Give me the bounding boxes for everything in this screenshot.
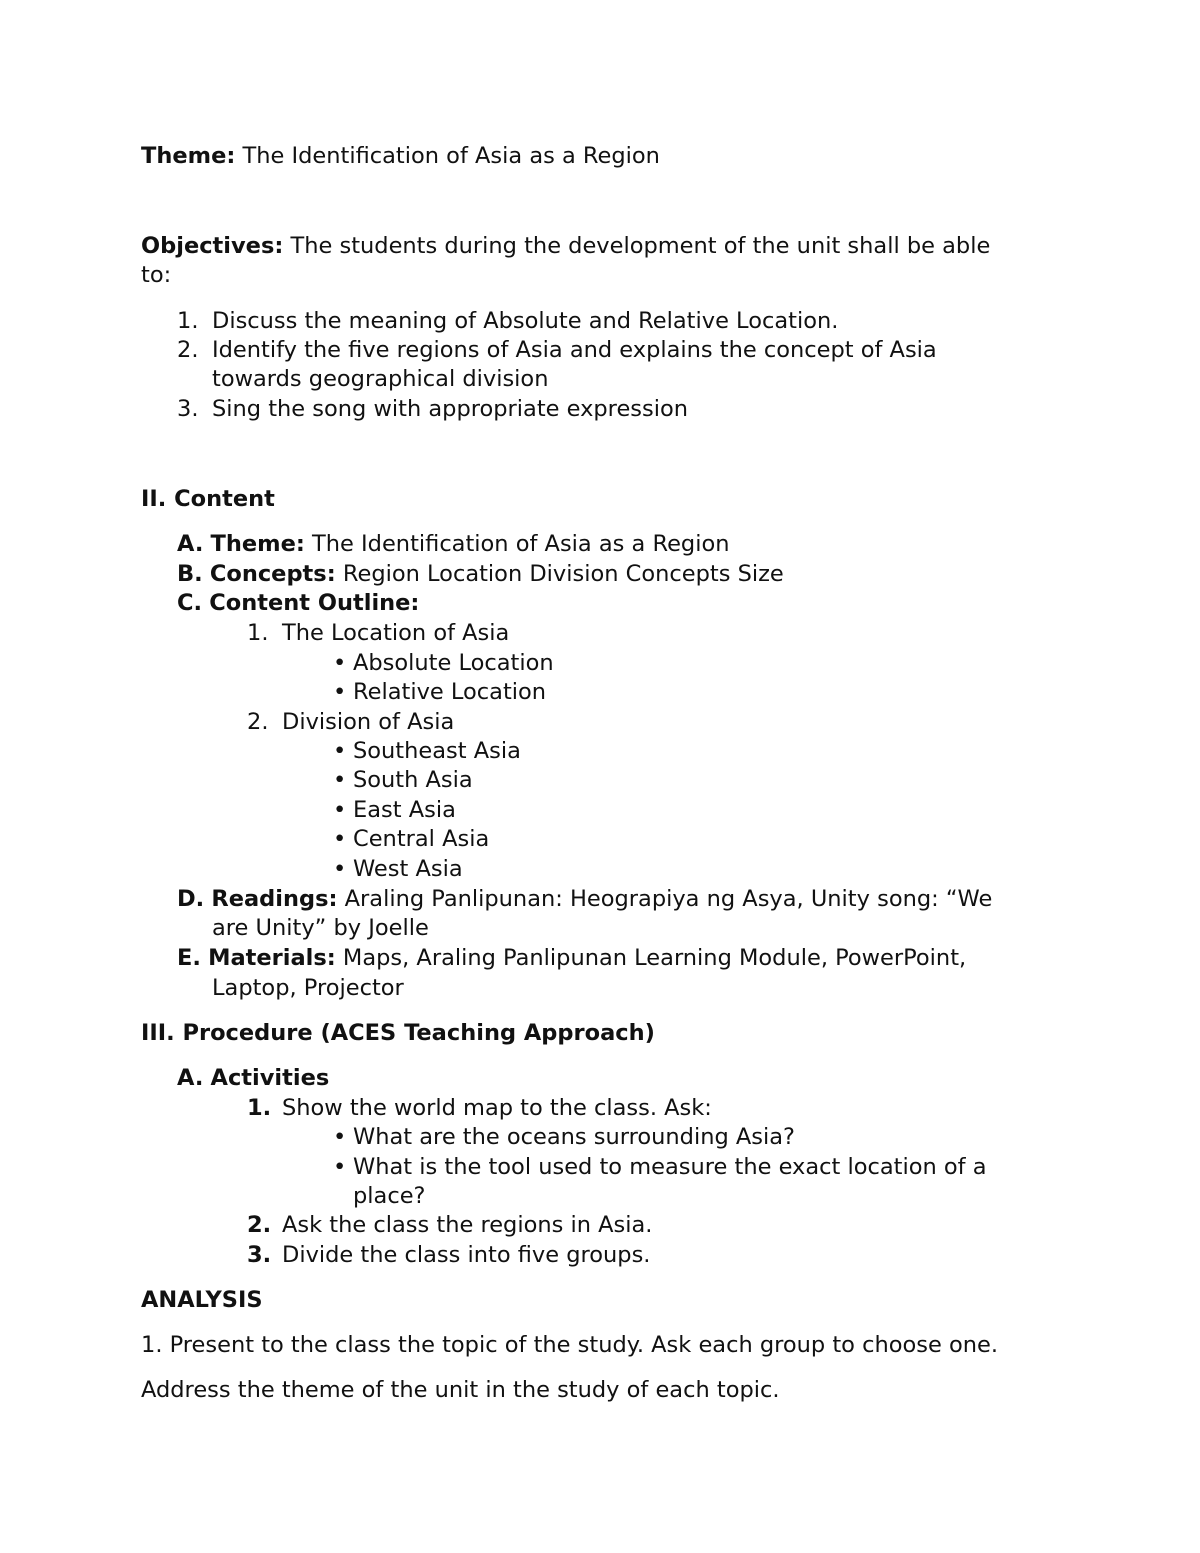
bullet-icon: • — [333, 650, 347, 676]
outline-title: The Location of Asia — [282, 620, 510, 646]
objective-item — [177, 394, 688, 424]
analysis-heading: ANALYSIS — [141, 1287, 263, 1313]
item-letter: E. — [177, 945, 201, 971]
content-item-c — [177, 588, 419, 618]
analysis-paragraph: Address the theme of the unit in the study of each topic. — [141, 1377, 780, 1403]
bullet-icon: • — [333, 767, 347, 793]
objective-item — [177, 335, 937, 365]
item-letter: D. — [177, 886, 205, 912]
item-text: The Identification of Asia as a Region — [312, 531, 730, 557]
item-text-cont: are Unity” by Joelle — [212, 915, 429, 941]
bullet-icon: • — [333, 1154, 347, 1180]
outline-title: Division of Asia — [282, 709, 455, 735]
objective-number: 1. — [177, 308, 199, 334]
step-text: Ask the class the regions in Asia. — [282, 1212, 653, 1238]
bullet-icon: • — [333, 856, 347, 882]
activity-step — [247, 1093, 712, 1123]
content-item-a — [177, 529, 730, 559]
item-letter: A. — [177, 531, 204, 557]
activities-heading — [177, 1063, 329, 1093]
activity-question: • What are the oceans surrounding Asia? — [333, 1124, 795, 1150]
outline-bullet: • Southeast Asia — [333, 738, 521, 764]
objective-text: Sing the song with appropriate expression — [212, 396, 689, 422]
bullet-icon: • — [333, 1124, 347, 1150]
outline-bullet: • Central Asia — [333, 826, 490, 852]
objective-number: 2. — [177, 337, 199, 363]
objective-number: 3. — [177, 396, 199, 422]
theme-line — [141, 141, 660, 171]
outline-number: 1. — [247, 620, 269, 646]
activity-step — [247, 1210, 652, 1240]
item-text-cont: Laptop, Projector — [212, 975, 404, 1001]
content-heading: II. Content — [141, 486, 275, 512]
item-text: Maps, Araling Panlipunan Learning Module, PowerPoint, — [342, 945, 967, 971]
item-label: Concepts: — [209, 561, 336, 587]
step-text: Divide the class into five groups. — [282, 1242, 651, 1268]
content-item-d — [177, 884, 992, 914]
outline-item — [247, 707, 454, 737]
question-text-cont: place? — [353, 1183, 426, 1209]
objective-item — [177, 306, 838, 336]
analysis-paragraph: 1. Present to the class the topic of the study. Ask each group to choose one. — [141, 1332, 998, 1358]
item-label: Theme: — [210, 531, 305, 557]
objective-text: Discuss the meaning of Absolute and Relative Location. — [212, 308, 839, 334]
step-number: 1. — [247, 1095, 272, 1121]
outline-item — [247, 618, 509, 648]
item-letter: B. — [177, 561, 203, 587]
procedure-heading: III. Procedure (ACES Teaching Approach) — [141, 1020, 655, 1046]
objectives-label: Objectives: — [141, 233, 284, 259]
objectives-line — [141, 231, 990, 261]
outline-bullet: • South Asia — [333, 767, 473, 793]
bullet-icon: • — [333, 797, 347, 823]
step-number: 3. — [247, 1242, 272, 1268]
item-label: Readings: — [211, 886, 338, 912]
bullet-icon: • — [333, 826, 347, 852]
objective-text: Identify the five regions of Asia and explains the concept of Asia — [212, 337, 937, 363]
content-item-b — [177, 559, 784, 589]
bullet-icon: • — [333, 679, 347, 705]
item-label: Content Outline: — [209, 590, 420, 616]
step-text: Show the world map to the class. Ask: — [282, 1095, 712, 1121]
outline-number: 2. — [247, 709, 269, 735]
item-label: Materials: — [208, 945, 336, 971]
activity-question: • What is the tool used to measure the exact location of a — [333, 1154, 987, 1180]
theme-label: Theme: — [141, 143, 236, 169]
outline-bullet: • Absolute Location — [333, 650, 554, 676]
item-text: Araling Panlipunan: Heograpiya ng Asya, Unity song: “We — [344, 886, 993, 912]
item-letter: A. — [177, 1065, 204, 1091]
step-number: 2. — [247, 1212, 272, 1238]
item-text: Region Location Division Concepts Size — [342, 561, 784, 587]
content-item-e — [177, 943, 966, 973]
item-label: Activities — [210, 1065, 330, 1091]
objectives-text-cont: to: — [141, 262, 172, 288]
objectives-text: The students during the development of the unit shall be able — [290, 233, 991, 259]
outline-bullet: • East Asia — [333, 797, 456, 823]
activity-step — [247, 1240, 650, 1270]
item-letter: C. — [177, 590, 203, 616]
outline-bullet: • West Asia — [333, 856, 463, 882]
outline-bullet: • Relative Location — [333, 679, 547, 705]
objective-text-cont: towards geographical division — [212, 366, 549, 392]
bullet-icon: • — [333, 738, 347, 764]
theme-text: The Identification of Asia as a Region — [242, 143, 660, 169]
